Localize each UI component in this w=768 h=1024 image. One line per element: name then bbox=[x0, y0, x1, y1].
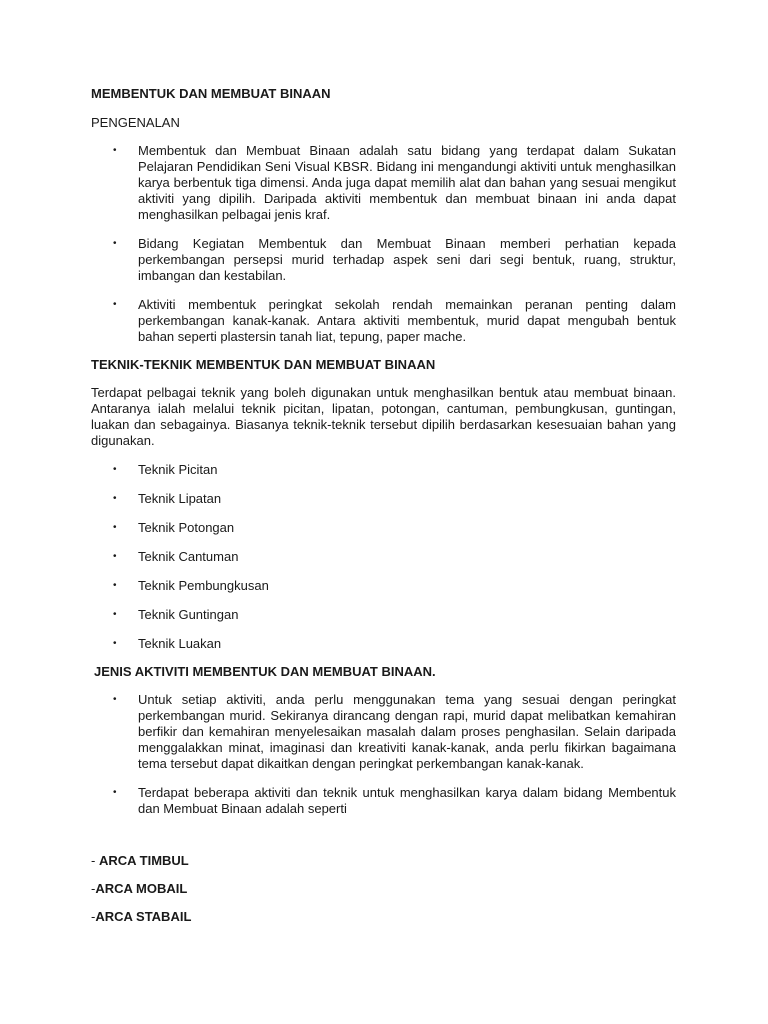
arca-label: ARCA STABAIL bbox=[95, 909, 192, 924]
intro-heading: PENGENALAN bbox=[91, 115, 180, 130]
technique-label: Teknik Cantuman bbox=[138, 549, 239, 564]
list-item bbox=[91, 578, 676, 594]
document-content bbox=[91, 86, 676, 925]
bullet-icon: • bbox=[113, 493, 117, 504]
bullet-icon: • bbox=[113, 638, 117, 649]
list-item bbox=[91, 520, 676, 536]
list-item-text: Terdapat beberapa aktiviti dan teknik untuk menghasilkan karya dalam bidang Membentuk dan Membuat Binaan adalah seperti bbox=[138, 785, 676, 816]
list-item bbox=[91, 636, 676, 652]
list-item bbox=[91, 549, 676, 565]
arca-prefix: - bbox=[91, 909, 96, 924]
bullet-icon: • bbox=[113, 522, 117, 533]
list-item bbox=[91, 692, 676, 772]
technique-label: Teknik Picitan bbox=[138, 462, 218, 477]
bullet-icon: • bbox=[113, 609, 117, 620]
document-title: MEMBENTUK DAN MEMBUAT BINAAN bbox=[91, 86, 331, 101]
bullet-icon: • bbox=[113, 238, 117, 249]
bullet-icon: • bbox=[113, 694, 117, 705]
list-item-text: Untuk setiap aktiviti, anda perlu menggunakan tema yang sesuai dengan peringkat perkembangan murid. Sekiranya dirancang dengan rapi, murid dapat melibatkan kemahiran berfikir dan kemahiran menyelesaikan masalah dalam proses penghasilan. Selain daripada menggalakkan minat, imaginasi dan kreativiti kanak-kanak, anda perlu fikirkan bagaimana tema tersebut dapat dikaitkan dengan peringkat perkembangan kanak-kanak. bbox=[138, 692, 676, 771]
arca-item bbox=[91, 909, 676, 925]
bullet-icon: • bbox=[113, 464, 117, 475]
techniques-heading: TEKNIK-TEKNIK MEMBENTUK DAN MEMBUAT BINAAN bbox=[91, 357, 436, 372]
technique-label: Teknik Potongan bbox=[138, 520, 235, 535]
list-item bbox=[91, 785, 676, 817]
activities-bullet-list bbox=[91, 692, 676, 817]
list-item bbox=[91, 297, 676, 345]
list-item-text: Membentuk dan Membuat Binaan adalah satu bidang yang terdapat dalam Sukatan Pelajaran Pendidikan Seni Visual KBSR. Bidang ini mengandungi aktiviti untuk menghasilkan karya berbentuk tiga dimensi. Anda juga dapat memilih alat dan bahan yang sesuai mengikut aktiviti yang dipilih. Daripada aktiviti membentuk dan membuat binaan ini anda dapat menghasilkan pelbagai jenis kraf. bbox=[138, 143, 676, 222]
activities-heading: JENIS AKTIVITI MEMBENTUK DAN MEMBUAT BINAAN. bbox=[94, 664, 436, 679]
arca-item bbox=[91, 881, 676, 897]
list-item bbox=[91, 491, 676, 507]
technique-label: Teknik Lipatan bbox=[138, 491, 222, 506]
bullet-icon: • bbox=[113, 787, 117, 798]
bullet-icon: • bbox=[113, 551, 117, 562]
technique-label: Teknik Pembungkusan bbox=[138, 578, 269, 593]
technique-label: Teknik Guntingan bbox=[138, 607, 239, 622]
arca-prefix: - bbox=[91, 853, 99, 868]
arca-item bbox=[91, 853, 676, 869]
techniques-paragraph: Terdapat pelbagai teknik yang boleh digunakan untuk menghasilkan bentuk atau membuat binaan. Antaranya ialah melalui teknik picitan, lipatan, potongan, cantuman, pembungkusan, guntingan, luakan dan sebagainya. Biasanya teknik-teknik tersebut dipilih berdasarkan kesesuaian bahan yang digunakan. bbox=[91, 385, 676, 448]
list-item bbox=[91, 462, 676, 478]
intro-bullet-list bbox=[91, 143, 676, 345]
techniques-list bbox=[91, 462, 676, 652]
technique-label: Teknik Luakan bbox=[138, 636, 222, 651]
arca-label: ARCA TIMBUL bbox=[98, 853, 189, 868]
list-item bbox=[91, 236, 676, 284]
list-item bbox=[91, 143, 676, 223]
list-item-text: Aktiviti membentuk peringkat sekolah rendah memainkan peranan penting dalam perkembangan kanak-kanak. Antara aktiviti membentuk, murid dapat mengubah bentuk bahan seperti plastersin tanah liat, tepung, paper mache. bbox=[138, 297, 676, 344]
bullet-icon: • bbox=[113, 145, 117, 156]
arca-prefix: - bbox=[91, 881, 96, 896]
bullet-icon: • bbox=[113, 580, 117, 591]
list-item-text: Bidang Kegiatan Membentuk dan Membuat Binaan memberi perhatian kepada perkembangan persepsi murid terhadap aspek seni dari segi bentuk, ruang, struktur, imbangan dan kestabilan. bbox=[138, 236, 676, 283]
bullet-icon: • bbox=[113, 299, 117, 310]
arca-label: ARCA MOBAIL bbox=[95, 881, 188, 896]
list-item bbox=[91, 607, 676, 623]
